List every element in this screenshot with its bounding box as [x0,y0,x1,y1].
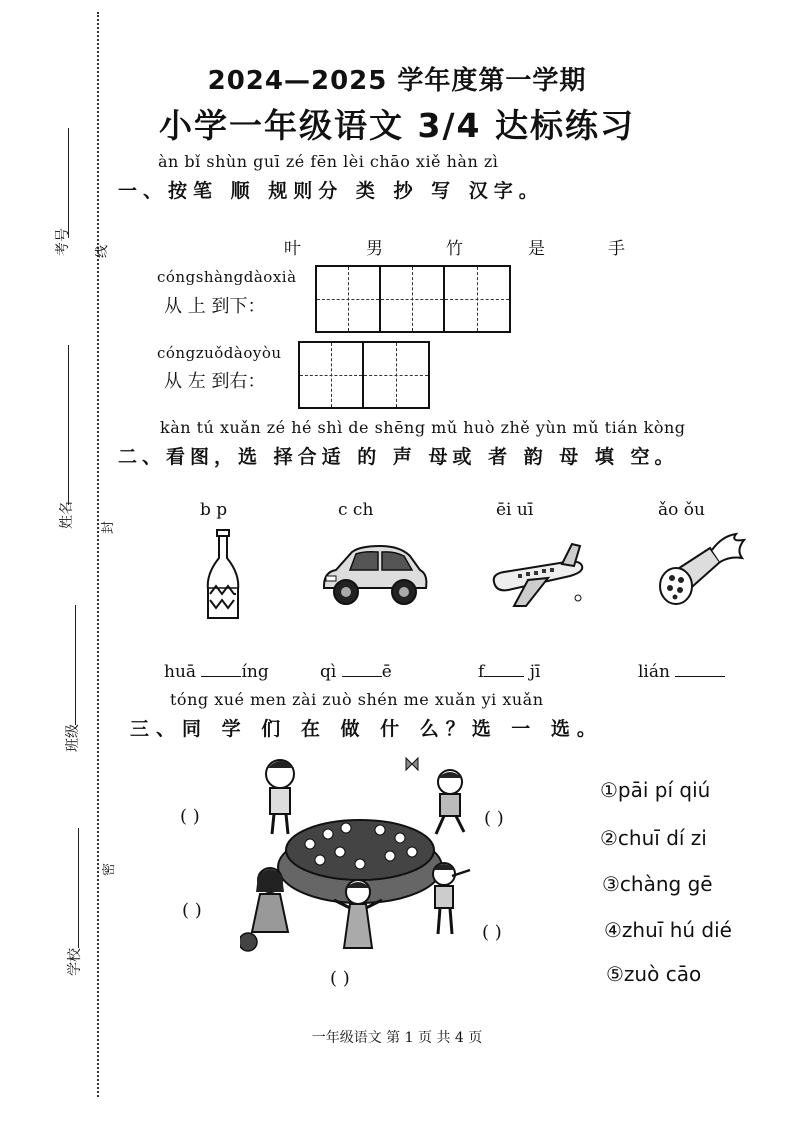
writing-cell[interactable] [317,267,381,331]
item2-options: c ch [338,500,374,520]
seal-char-secret: 密 [102,862,118,877]
section2-pinyin: kàn tú xuǎn zé hé shì de shēng mǔ huò zhě yùn mǔ tián kòng [160,418,686,437]
answer-paren-4[interactable]: ( ) [482,922,502,943]
seal-char-line: 线 [95,244,111,259]
blank1-prefix: huā [164,662,202,682]
school-line [78,828,79,948]
char-1: 叶 [284,239,301,259]
page-footer: 一年级语文 第 1 页 共 4 页 [311,1030,483,1046]
blank2-prefix: qì [320,662,342,682]
answer-blank-1[interactable] [201,660,241,677]
blank-item1 [164,660,269,682]
writing-grid-top-to-bottom[interactable] [315,265,511,333]
blank1-suffix: íng [241,662,269,682]
row1-pinyin: cóngshàngdàoxià [157,268,297,286]
answer-blank-2[interactable] [342,660,382,677]
row2-pinyin: cóngzuǒdàoyòu [157,344,282,362]
row2-label: 从 左 到右： [164,371,266,392]
row1-label: 从 上 到下： [164,296,266,317]
answer-blank-4[interactable] [675,660,725,677]
item1-options: b p [200,500,228,520]
car-icon [320,542,430,610]
class-line [75,605,76,725]
vase-icon [200,528,246,624]
answer-blank-3[interactable] [484,660,524,677]
writing-cell[interactable] [445,267,509,331]
writing-cell[interactable] [364,343,428,407]
item4-options: ǎo ǒu [658,500,705,520]
children-flowerbed-illustration [240,752,480,972]
option-4: ④zhuī hú dié [604,918,732,942]
blank-item4 [638,660,725,682]
blank3-suffix: jī [524,662,541,682]
char-3: 竹 [446,239,463,259]
char-5: 手 [608,239,625,259]
writing-cell[interactable] [381,267,445,331]
blank2-suffix: ē [381,662,392,682]
writing-grid-left-to-right[interactable] [298,341,430,409]
airplane-icon [488,540,588,612]
term-title: 2024—2025 学年度第一学期 [207,66,587,96]
section2-heading: 二、看图，选 择合适 的 声 母或 者 韵 母 填 空。 [118,446,679,468]
option-1: ①pāi pí qiú [600,778,711,802]
blank-item3 [478,660,540,682]
answer-paren-3[interactable]: ( ) [182,900,202,921]
seal-char-seal: 封 [101,520,117,535]
name-label: 姓名 [59,501,75,529]
answer-paren-5[interactable]: ( ) [330,968,350,989]
option-5: ⑤zuò cāo [606,962,702,986]
school-label: 学校 [67,948,83,976]
name-line [68,345,69,505]
section1-heading: 一、按笔 顺 规则分 类 抄 写 汉字。 [118,180,544,202]
binding-dotted-line [97,12,99,1097]
char-2: 男 [366,239,383,259]
blank-item2 [320,660,392,682]
page-title: 小学一年级语文 3/4 达标练习 [159,106,635,145]
lotus-root-icon [650,528,750,608]
answer-paren-2[interactable]: ( ) [484,808,504,829]
blank4-prefix: lián [638,662,676,682]
blank3-prefix: f [478,662,485,682]
char-4: 是 [528,239,545,259]
writing-cell[interactable] [300,343,364,407]
answer-paren-1[interactable]: ( ) [180,806,200,827]
option-3: ③chàng gē [602,872,713,896]
item3-options: ēi uī [496,500,534,520]
option-2: ②chuī dí zi [600,826,707,850]
section3-heading: 三、同 学 们 在 做 什 么？选 一 选。 [130,718,603,740]
section3-pinyin: tóng xué men zài zuò shén me xuǎn yi xuǎn [170,690,544,709]
section1-pinyin: àn bǐ shùn guī zé fēn lèi chāo xiě hàn zì [158,152,499,171]
exam-number-label: 考号 [55,228,71,256]
class-label: 班级 [65,724,81,752]
